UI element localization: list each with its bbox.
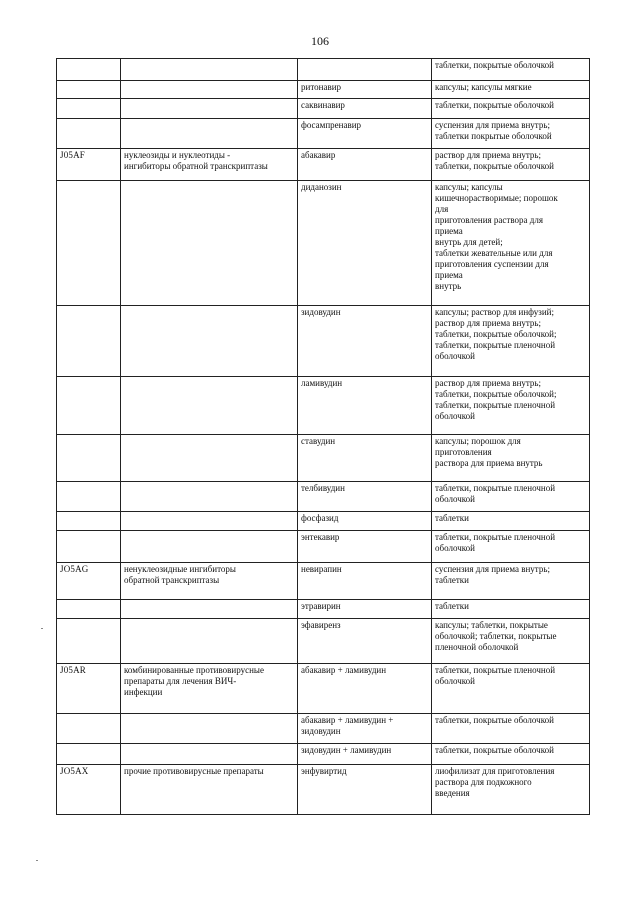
table-row [57, 563, 590, 600]
table-row [57, 619, 590, 664]
table-row [57, 512, 590, 531]
atc-code-cell [57, 531, 121, 563]
atc-code-cell [57, 377, 121, 435]
drug-name-cell: абакавир [298, 149, 432, 181]
table-row [57, 81, 590, 99]
table-row [57, 435, 590, 482]
table-row [57, 600, 590, 619]
table-row [57, 482, 590, 512]
drug-name-cell: ламивудин [298, 377, 432, 435]
atc-code-cell [57, 435, 121, 482]
scan-speck [36, 860, 38, 861]
dosage-forms-cell: капсулы; капсулы кишечнорастворимые; порошок для приготовления раствора для приема внутрь для детей; таблетки жевательные или для приготовления суспензии для приема внутрь [432, 181, 590, 306]
group-name-cell [121, 119, 298, 149]
atc-code-cell: J05AR [57, 664, 121, 714]
group-name-cell [121, 512, 298, 531]
drug-name-cell: абакавир + ламивудин + зидовудин [298, 714, 432, 744]
group-name-cell [121, 482, 298, 512]
group-name-cell [121, 81, 298, 99]
drug-name-cell: энтекавир [298, 531, 432, 563]
atc-code-cell: J05AF [57, 149, 121, 181]
atc-code-cell: JO5AX [57, 765, 121, 815]
dosage-forms-cell: таблетки, покрытые оболочкой [432, 59, 590, 81]
drug-name-cell: диданозин [298, 181, 432, 306]
group-name-cell: комбинированные противовирусные препараты для лечения ВИЧ- инфекции [121, 664, 298, 714]
atc-code-cell [57, 600, 121, 619]
scan-speck [41, 628, 43, 629]
dosage-forms-cell: капсулы; таблетки, покрытые оболочкой; таблетки, покрытые пленочной оболочкой [432, 619, 590, 664]
group-name-cell: прочие противовирусные препараты [121, 765, 298, 815]
atc-code-cell [57, 81, 121, 99]
group-name-cell [121, 306, 298, 377]
table-row [57, 531, 590, 563]
drug-name-cell: фосампренавир [298, 119, 432, 149]
dosage-forms-cell: таблетки, покрытые пленочной оболочкой [432, 531, 590, 563]
drug-table [56, 58, 590, 815]
group-name-cell [121, 619, 298, 664]
drug-name-cell: зидовудин + ламивудин [298, 744, 432, 765]
dosage-forms-cell: суспензия для приема внутрь; таблетки покрытые оболочкой [432, 119, 590, 149]
drug-name-cell: ритонавир [298, 81, 432, 99]
drug-name-cell: саквинавир [298, 99, 432, 119]
dosage-forms-cell: раствор для приема внутрь; таблетки, покрытые оболочкой; таблетки, покрытые пленочной оболочкой [432, 377, 590, 435]
dosage-forms-cell: лиофилизат для приготовления раствора для подкожного введения [432, 765, 590, 815]
group-name-cell [121, 99, 298, 119]
atc-code-cell [57, 744, 121, 765]
group-name-cell: ненуклеозидные ингибиторы обратной транскриптазы [121, 563, 298, 600]
atc-code-cell: JO5AG [57, 563, 121, 600]
drug-name-cell: энфувиртид [298, 765, 432, 815]
drug-name-cell: фосфазид [298, 512, 432, 531]
table-row [57, 664, 590, 714]
dosage-forms-cell: таблетки, покрытые пленочной оболочкой [432, 664, 590, 714]
atc-code-cell [57, 306, 121, 377]
group-name-cell [121, 59, 298, 81]
group-name-cell: нуклеозиды и нуклеотиды - ингибиторы обратной транскриптазы [121, 149, 298, 181]
dosage-forms-cell: раствор для приема внутрь; таблетки, покрытые оболочкой [432, 149, 590, 181]
atc-code-cell [57, 482, 121, 512]
table-row [57, 181, 590, 306]
table-row [57, 99, 590, 119]
dosage-forms-cell: таблетки, покрытые оболочкой [432, 99, 590, 119]
dosage-forms-cell: таблетки, покрытые оболочкой [432, 714, 590, 744]
group-name-cell [121, 600, 298, 619]
table-row [57, 714, 590, 744]
group-name-cell [121, 714, 298, 744]
group-name-cell [121, 435, 298, 482]
drug-name-cell [298, 59, 432, 81]
atc-code-cell [57, 512, 121, 531]
table-row [57, 765, 590, 815]
drug-name-cell: телбивудин [298, 482, 432, 512]
atc-code-cell [57, 181, 121, 306]
group-name-cell [121, 377, 298, 435]
table-row [57, 744, 590, 765]
atc-code-cell [57, 119, 121, 149]
dosage-forms-cell: таблетки [432, 600, 590, 619]
drug-name-cell: невирапин [298, 563, 432, 600]
drug-name-cell: абакавир + ламивудин [298, 664, 432, 714]
table-body [57, 59, 590, 815]
drug-name-cell: зидовудин [298, 306, 432, 377]
group-name-cell [121, 531, 298, 563]
table-row [57, 119, 590, 149]
group-name-cell [121, 744, 298, 765]
dosage-forms-cell: капсулы; порошок для приготовления раствора для приема внутрь [432, 435, 590, 482]
drug-name-cell: эфавиренз [298, 619, 432, 664]
group-name-cell [121, 181, 298, 306]
atc-code-cell [57, 99, 121, 119]
dosage-forms-cell: таблетки, покрытые пленочной оболочкой [432, 482, 590, 512]
dosage-forms-cell: капсулы; капсулы мягкие [432, 81, 590, 99]
atc-code-cell [57, 714, 121, 744]
page-number: 106 [311, 34, 329, 48]
table-row [57, 377, 590, 435]
table-row [57, 149, 590, 181]
dosage-forms-cell: таблетки [432, 512, 590, 531]
table-row [57, 59, 590, 81]
table-row [57, 306, 590, 377]
atc-code-cell [57, 619, 121, 664]
dosage-forms-cell: капсулы; раствор для инфузий; раствор для приема внутрь; таблетки, покрытые оболочкой; таблетки, покрытые пленочной оболочкой [432, 306, 590, 377]
drug-name-cell: этравирин [298, 600, 432, 619]
dosage-forms-cell: таблетки, покрытые оболочкой [432, 744, 590, 765]
atc-code-cell [57, 59, 121, 81]
drug-name-cell: ставудин [298, 435, 432, 482]
dosage-forms-cell: суспензия для приема внутрь; таблетки [432, 563, 590, 600]
